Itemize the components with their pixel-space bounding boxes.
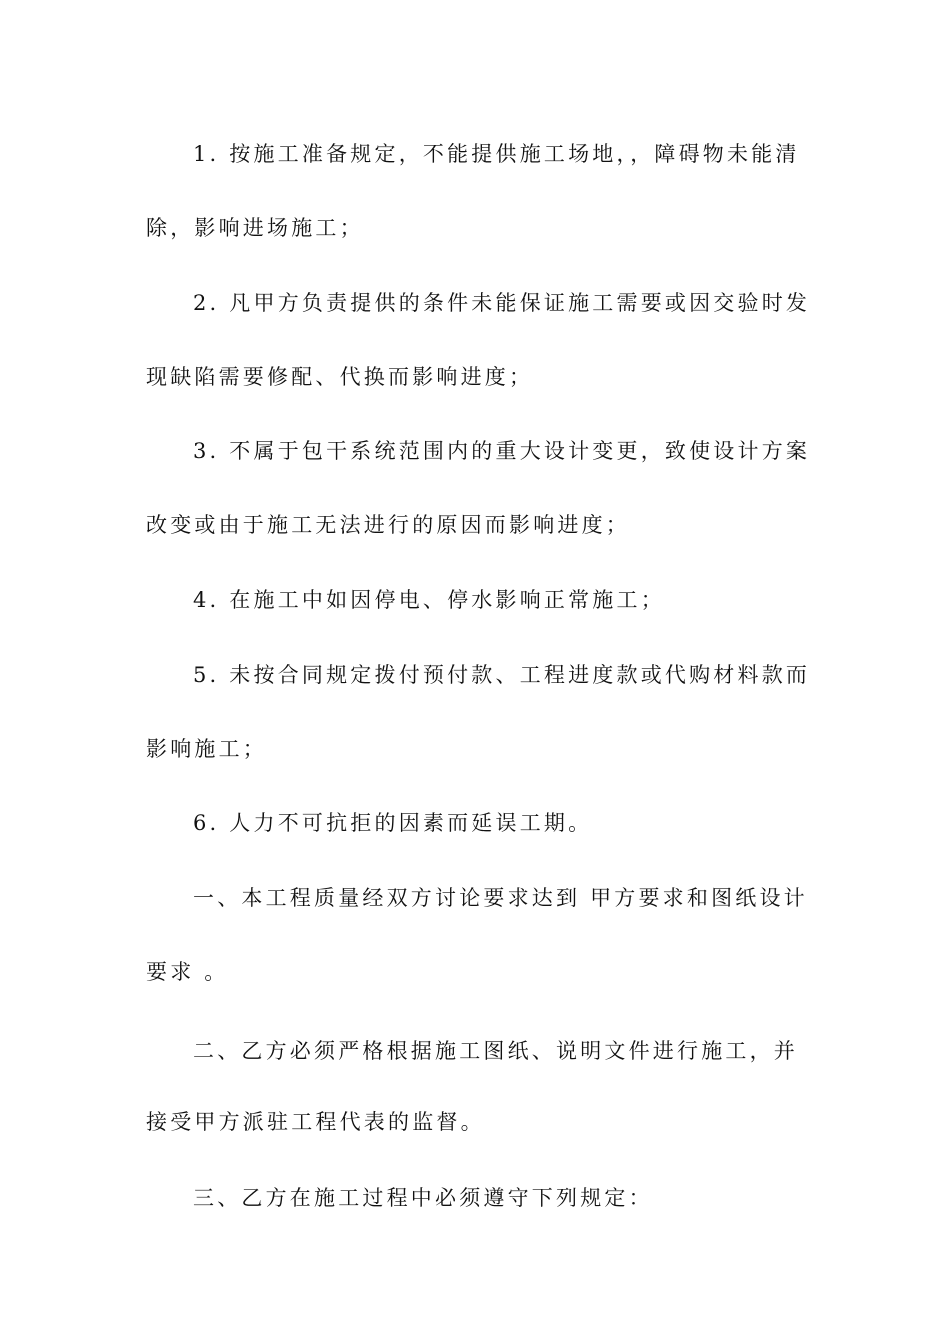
clause-5-line-1: 5. 未按合同规定拨付预付款、工程进度款或代购材料款而	[193, 663, 811, 687]
clause-4-line-1: 4. 在施工中如因停电、停水影响正常施工；	[193, 588, 665, 612]
clause-3-line-2: 改变或由于施工无法进行的原因而影响进度；	[146, 513, 630, 537]
clause-2-line-2: 现缺陷需要修配、代换而影响进度；	[146, 365, 534, 389]
section-two-line-2: 接受甲方派驻工程代表的监督。	[146, 1110, 485, 1134]
section-one-line-1: 一、本工程质量经双方讨论要求达到 甲方要求和图纸设计	[193, 886, 808, 910]
clause-1-line-2: 除，影响进场施工；	[146, 216, 364, 240]
clause-3-line-1: 3. 不属于包干系统范围内的重大设计变更，致使设计方案	[193, 439, 811, 463]
section-two-line-1: 二、乙方必须严格根据施工图纸、说明文件进行施工，并	[193, 1039, 798, 1063]
clause-6-line-1: 6. 人力不可抗拒的因素而延误工期。	[193, 811, 593, 835]
clause-2-line-1: 2. 凡甲方负责提供的条件未能保证施工需要或因交验时发	[193, 291, 811, 315]
clause-1-line-1: 1. 按施工准备规定，不能提供施工场地，，障碍物未能清	[193, 142, 800, 166]
clause-5-line-2: 影响施工；	[146, 737, 267, 761]
section-one-line-2: 要求 。	[146, 960, 229, 984]
section-three-line-1: 三、乙方在施工过程中必须遵守下列规定：	[193, 1186, 653, 1210]
